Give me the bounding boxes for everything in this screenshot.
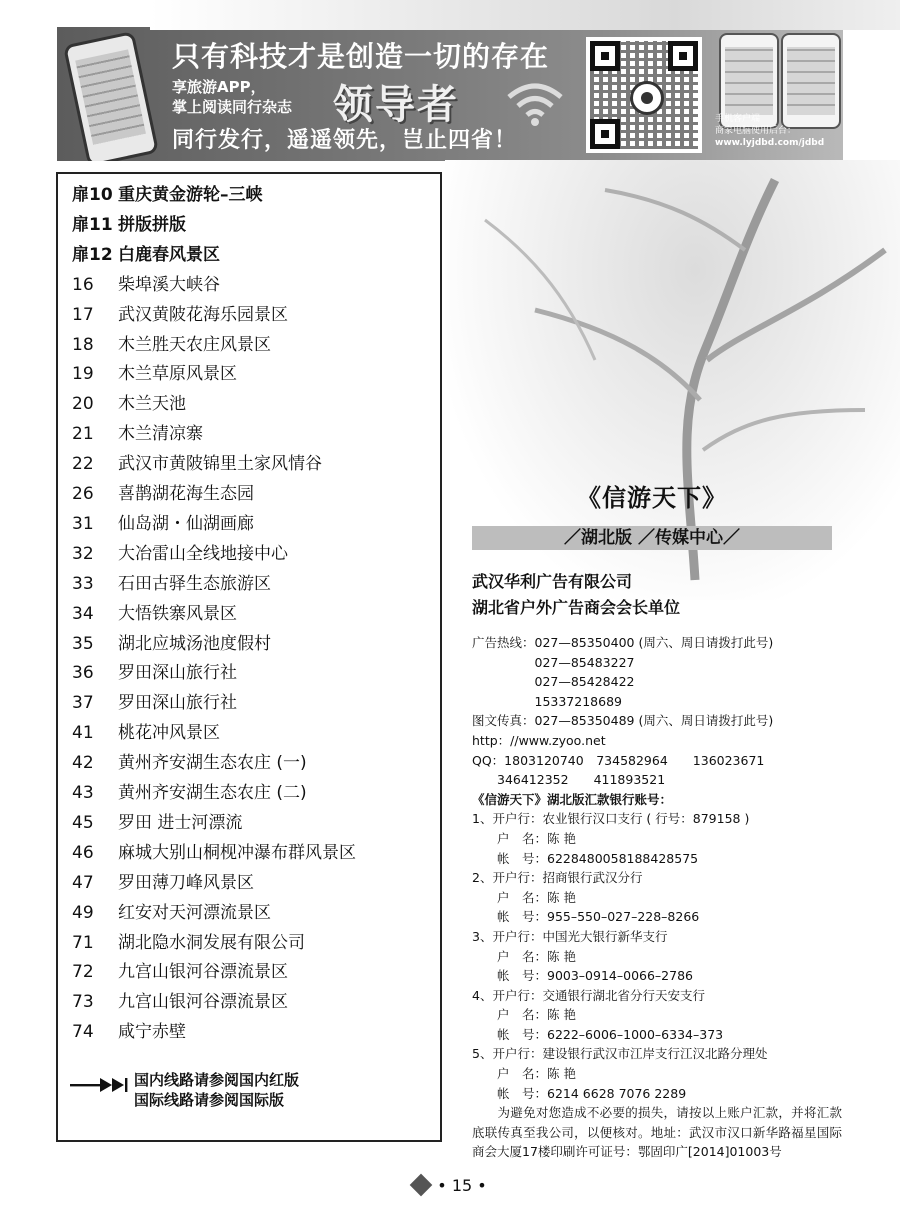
advertiser-index-box (56, 172, 442, 1142)
index-advertiser-name: 喜鹊湖花海生态园 (118, 484, 254, 504)
index-row (72, 748, 307, 778)
index-page-number: 74 (72, 1022, 94, 1043)
contact-line: 户 名：陈 艳 (472, 889, 576, 905)
index-row (72, 658, 237, 688)
index-page-number: 73 (72, 992, 94, 1013)
app-promo-banner (57, 27, 843, 161)
contact-line: 户 名：陈 艳 (472, 830, 576, 846)
contact-line: 3、开户行：中国光大银行新华支行 (472, 928, 668, 944)
index-row (72, 838, 356, 868)
contact-line: 027—85483227 (472, 654, 635, 670)
index-page-number: 43 (72, 783, 94, 803)
index-row (72, 1017, 186, 1047)
index-row (72, 270, 220, 300)
company-block (472, 569, 680, 621)
index-row (72, 330, 271, 360)
index-page-number: 41 (72, 723, 94, 744)
index-advertiser-name: 罗田深山旅行社 (118, 663, 237, 684)
banner-leader-text: 领导者 (333, 82, 459, 128)
contact-line: 帐 号：6228480058188428575 (472, 850, 699, 866)
index-page-number: 22 (72, 454, 94, 475)
index-advertiser-name: 九宫山银河谷漂流景区 (118, 992, 288, 1013)
index-page-number: 26 (72, 484, 94, 504)
index-advertiser-name: 武汉黄陂花海乐园景区 (118, 304, 288, 325)
index-page-number: 20 (72, 394, 94, 415)
index-advertiser-name: 大悟铁寨风景区 (118, 603, 237, 624)
index-page-number: 47 (72, 872, 94, 893)
arrow-right-icon (70, 1078, 130, 1092)
index-page-number: 21 (72, 424, 94, 445)
index-row (72, 569, 271, 599)
index-advertiser-name: 木兰清凉寨 (118, 424, 203, 445)
contact-line: 帐 号：955–550–027–228–8266 (472, 909, 700, 925)
contact-line: 户 名：陈 艳 (472, 1007, 576, 1023)
index-row (72, 240, 220, 270)
contact-info (472, 633, 842, 1162)
index-advertiser-name: 罗田 进士河漂流 (118, 812, 243, 833)
index-page-number: 49 (72, 902, 94, 923)
index-row (72, 688, 237, 718)
merchant-url-link[interactable]: www.lyjdbd.com/jdbd (715, 138, 825, 148)
magazine-title: 《信游天下》 (577, 484, 727, 512)
contact-line: 4、开户行：交通银行湖北省分行天安支行 (472, 987, 705, 1003)
index-row (72, 419, 203, 449)
index-advertiser-name: 大冶雷山全线地接中心 (118, 543, 288, 564)
association-name: 湖北省户外广告商会会长单位 (472, 598, 681, 617)
index-advertiser-name: 拼版拼版 (118, 214, 186, 235)
index-page-number: 扉12 (72, 244, 113, 265)
contact-line: 帐 号：6214 6628 7076 2289 (472, 1085, 687, 1101)
index-row (72, 599, 237, 629)
index-row (72, 778, 307, 808)
index-page-number: 17 (72, 304, 94, 325)
index-row (72, 898, 271, 928)
index-advertiser-name: 白鹿春风景区 (118, 244, 220, 265)
index-advertiser-name: 红安对天河漂流景区 (118, 902, 271, 923)
domestic-edition-note: 国内线路请参阅国内红版 (134, 1071, 300, 1089)
contact-line: 图文传真：027—85350489 (周六、周日请拨打此号) (472, 713, 774, 729)
index-row (72, 539, 288, 569)
index-advertiser-name: 木兰天池 (118, 394, 186, 415)
company-name: 武汉华利广告有限公司 (472, 572, 633, 591)
index-page-number: 34 (72, 603, 94, 624)
contact-line: 《信游天下》湖北版汇款银行账号： (472, 791, 673, 807)
banner-app-line2: 掌上阅读同行杂志 (172, 98, 293, 116)
index-advertiser-name: 九宫山银河谷漂流景区 (118, 962, 288, 983)
banner-app-slogan (172, 77, 322, 117)
index-page-number: 18 (72, 334, 94, 355)
index-row (72, 479, 254, 509)
index-advertiser-name: 木兰胜天农庄风景区 (118, 334, 271, 355)
index-row (72, 928, 305, 958)
mobile-client-label: 手机客户端 (715, 114, 761, 124)
index-advertiser-name: 木兰草原风景区 (118, 364, 237, 385)
index-advertiser-name: 石田古驿生态旅游区 (118, 573, 271, 594)
index-row (72, 808, 242, 838)
index-page-number: 37 (72, 693, 94, 714)
contact-line: 帐 号：6222–6006–1000–6334–373 (472, 1026, 724, 1042)
index-advertiser-name: 柴埠溪大峡谷 (118, 274, 220, 295)
contact-line: http：//www.zyoo.net (472, 732, 606, 748)
contact-line: 5、开户行：建设银行武汉市江岸支行江汉北路分理处 (472, 1046, 768, 1062)
phone-illustration (63, 31, 159, 161)
index-row (72, 987, 288, 1017)
eye-logo-icon (630, 81, 664, 115)
merchant-backend-label: 商家电脑使用后台： (715, 126, 797, 136)
contact-line: 2、开户行：招商银行武汉分行 (472, 870, 643, 886)
page-footer (0, 1176, 900, 1195)
index-row (72, 449, 322, 479)
tree-canopy-background-top (150, 0, 900, 30)
index-row (72, 509, 254, 539)
index-page-number: 72 (72, 962, 94, 983)
index-page-number: 扉10 (72, 185, 113, 205)
index-page-number: 35 (72, 633, 94, 654)
index-advertiser-name: 湖北应城汤池度假村 (118, 633, 271, 654)
contact-line: 广告热线：027—85350400 (周六、周日请拨打此号) (472, 635, 774, 650)
index-page-number: 45 (72, 812, 94, 833)
index-page-number: 33 (72, 573, 94, 594)
index-advertiser-name: 湖北隐水洞发展有限公司 (118, 932, 305, 953)
index-row (72, 180, 263, 210)
index-row (72, 868, 254, 898)
index-row (72, 210, 186, 240)
index-advertiser-name: 桃花冲风景区 (118, 723, 220, 744)
index-advertiser-name: 黄州齐安湖生态农庄 (二) (118, 783, 307, 803)
index-advertiser-name: 武汉市黄陂锦里土家风情谷 (118, 454, 322, 475)
index-advertiser-name: 罗田深山旅行社 (118, 693, 237, 714)
banner-app-line1: 享旅游APP， (172, 78, 266, 96)
index-advertiser-name: 咸宁赤壁 (118, 1022, 186, 1043)
index-row (72, 359, 237, 389)
contact-line: 027—85428422 (472, 674, 635, 690)
index-advertiser-name: 重庆黄金游轮–三峡 (118, 185, 263, 205)
index-advertiser-name: 罗田薄刀峰风景区 (118, 872, 254, 893)
index-row (72, 629, 271, 659)
contact-line: 1、开户行：农业银行汉口支行 ( 行号：879158 ) (472, 811, 750, 827)
qr-code-icon[interactable] (586, 37, 702, 153)
index-advertiser-name: 仙岛湖・仙湖画廊 (118, 513, 254, 534)
contact-line: 帐 号：9003–0914–0066–2786 (472, 968, 693, 984)
index-page-number: 42 (72, 753, 94, 774)
contact-line: 346412352 411893521 (472, 772, 666, 788)
diamond-icon (410, 1174, 433, 1197)
index-page-number: 71 (72, 932, 94, 953)
index-advertiser-name: 黄州齐安湖生态农庄 (一) (118, 753, 307, 774)
contact-line: QQ：1803120740 734582964 136023671 (472, 752, 765, 768)
index-page-number: 扉11 (72, 214, 113, 235)
remittance-closing-note: 为避免对您造成不必要的损失，请按以上账户汇款，并将汇款底联传真至我公司，以便核对。地址：武汉市汉口新华路福星国际商会大厦17楼印刷许可证号：鄂固印广[2014]01003号 (472, 1105, 842, 1160)
wifi-icon (505, 81, 565, 127)
contact-line: 户 名：陈 艳 (472, 1066, 576, 1082)
international-edition-note: 国际线路请参阅国际版 (134, 1091, 285, 1109)
index-row (72, 389, 186, 419)
index-advertiser-name: 麻城大别山桐枧冲瀑布群风景区 (118, 842, 356, 863)
edition-banner: ／湖北版 ／传媒中心／ (472, 526, 832, 550)
index-row (72, 957, 288, 987)
index-page-number: 31 (72, 513, 94, 534)
banner-bottom-slogan: 同行发行，遥遥领先，岂止四省！ (172, 128, 518, 153)
mobile-caption (715, 113, 837, 149)
index-row (72, 300, 288, 330)
contact-line: 户 名：陈 艳 (472, 948, 576, 964)
index-page-number: 32 (72, 543, 94, 564)
page-number: • 15 • (437, 1176, 487, 1195)
index-page-number: 46 (72, 842, 94, 863)
contact-line: 15337218689 (472, 693, 622, 709)
index-page-number: 36 (72, 663, 94, 684)
index-page-number: 16 (72, 274, 94, 295)
index-row (72, 718, 220, 748)
banner-main-slogan: 只有科技才是创造一切的存在 (172, 40, 550, 73)
index-page-number: 19 (72, 364, 94, 385)
